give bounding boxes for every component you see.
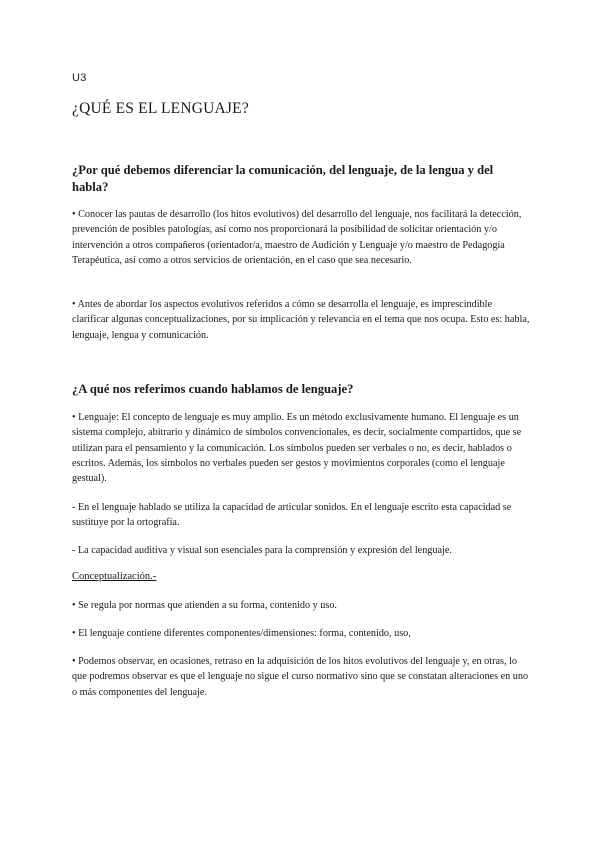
conceptualization-subheading: Conceptualización.- <box>72 571 157 582</box>
unit-label: U3 <box>72 72 87 84</box>
paragraph: • Conocer las pautas de desarrollo (los hitos evolutivos) del desarrollo del lenguaje, nos facilitará la detección, prevención de posibles patologías, así como nos proporcionará la posibilidad de solicitar orientación y/o intervención a otros compañeros (orientador/a, maestro de Audición y Lenguaje y/o maestro de Pedagogía Terapéutica, así como a otros servicios de orientación, en el caso que sea necesario. <box>72 209 522 266</box>
page-title: ¿QUÉ ES EL LENGUAJE? <box>72 100 249 117</box>
paragraph: - En el lenguaje hablado se utiliza la capacidad de articular sonidos. En el lenguaje escrito esta capacidad se sustituye por la ortografía. <box>72 502 512 529</box>
paragraph: • Podemos observar, en ocasiones, retraso en la adquisición de los hitos evolutivos del lenguaje y, en otras, lo que podremos observar es que el lenguaje no sigue el curso normativo sino que se constatan alteraciones en uno o más componentes del lenguaje. <box>72 656 529 698</box>
paragraph: • Se regula por normas que atienden a su forma, contenido y uso. <box>72 600 337 611</box>
section-heading-1: ¿Por qué debemos diferenciar la comunicación, del lenguaje, de la lengua y del habla? <box>72 163 494 194</box>
paragraph: - La capacidad auditiva y visual son esenciales para la comprensión y expresión del lenguaje. <box>72 545 452 556</box>
paragraph: • Antes de abordar los aspectos evolutivos referidos a cómo se desarrolla el lenguaje, es imprescindible clarificar algunas conceptualizaciones, por su implicación y relevancia en el tema que nos ocupa. Esto es: habla, lenguaje, lengua y comunicación. <box>72 299 530 341</box>
section-heading-2: ¿A qué nos referimos cuando hablamos de lenguaje? <box>72 382 354 396</box>
paragraph: • Lenguaje: El concepto de lenguaje es muy amplio. Es un método exclusivamente humano. El lenguaje es un sistema complejo, abitrario y dinámico de símbolos convencionales, es decir, socialmente compartidos, que se utilizan para el pensamiento y la comunicación. Los símbolos pueden ser verbales o no, es decir, hablados o escritos. Además, los símbolos no verbales pueden ser gestos y movimientos corporales (como el lenguaje gestual). <box>72 412 522 485</box>
paragraph: • El lenguaje contiene diferentes componentes/dimensiones: forma, contenido, uso, <box>72 628 411 639</box>
